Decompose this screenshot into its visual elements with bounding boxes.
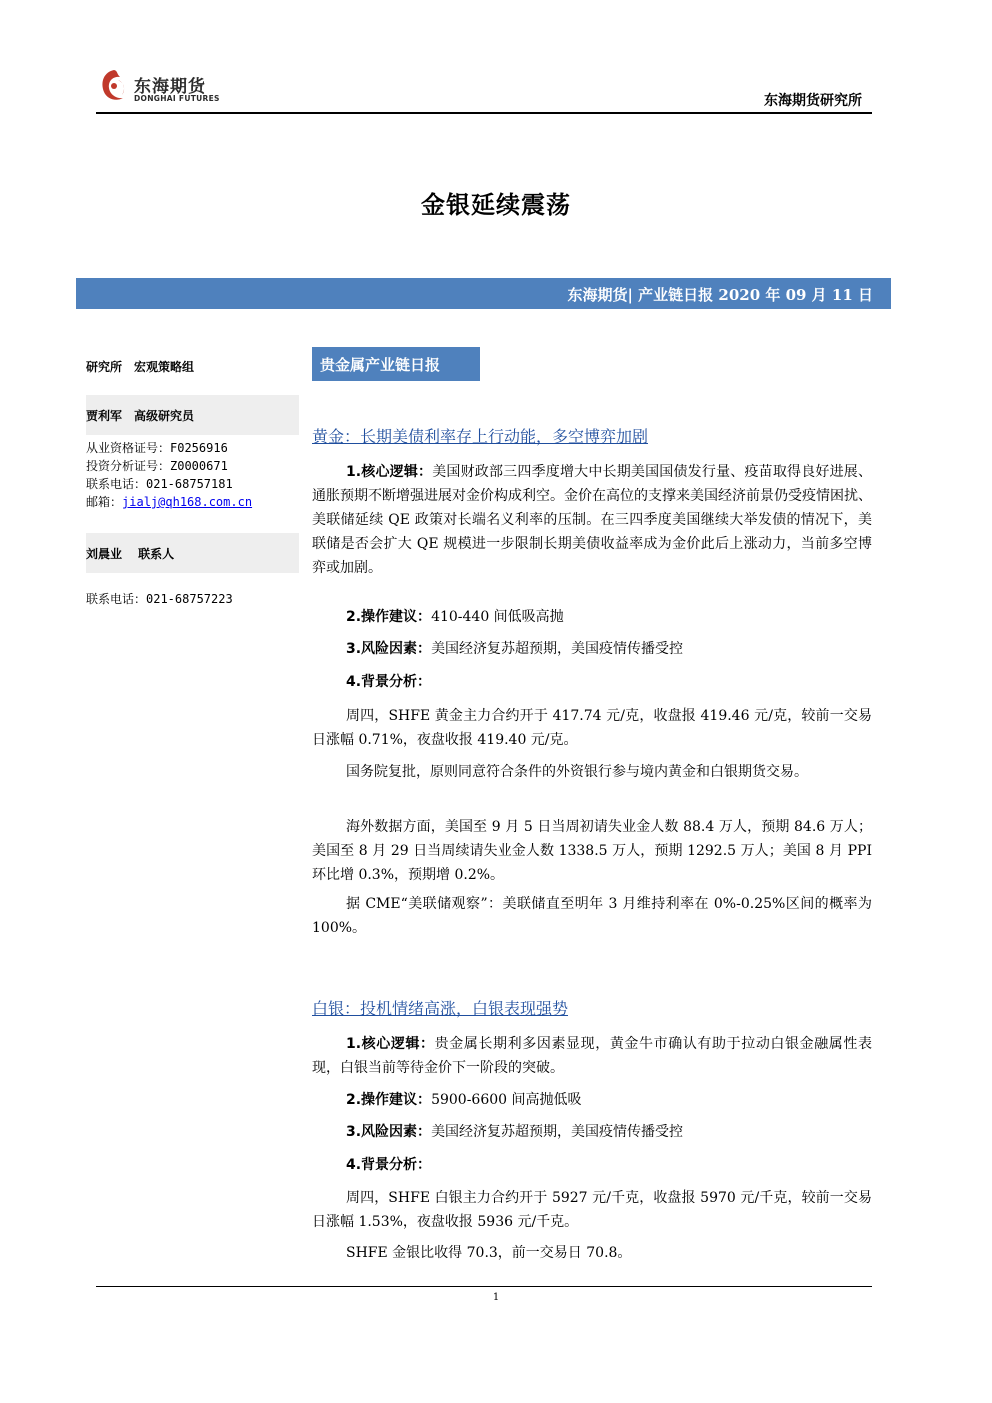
logo-emblem-icon — [96, 66, 132, 106]
silver-background-label: 4.背景分析： — [346, 1157, 432, 1173]
page-title: 金银延续震荡 — [421, 190, 571, 219]
institute-name: 东海期货研究所 — [764, 93, 862, 109]
silver-risk — [312, 1120, 872, 1144]
company-logo — [96, 66, 256, 110]
sidebar-phone1: 联系电话：021-68757181 — [86, 477, 233, 491]
sidebar-phone2: 联系电话：021-68757223 — [86, 592, 233, 606]
silver-advice-label: 2.操作建议： — [346, 1092, 432, 1108]
sidebar-cert2: 投资分析证号：Z0000671 — [86, 459, 228, 473]
silver-risk-text: 美国经济复苏超预期，美国疫情传播受控 — [431, 1124, 684, 1140]
sidebar-dept: 研究所 宏观策略组 — [86, 360, 195, 374]
gold-risk-label: 3.风险因素： — [346, 641, 432, 657]
gold-core-logic — [312, 460, 872, 580]
page-number: 1 — [492, 1292, 500, 1303]
analyst-name-title: 贾利军 高级研究员 — [86, 409, 195, 423]
silver-background-label-row — [312, 1153, 872, 1177]
gold-advice — [312, 605, 872, 629]
gold-risk-text: 美国经济复苏超预期，美国疫情传播受控 — [431, 641, 684, 657]
page-header — [96, 62, 872, 114]
banner-text: 东海期货| 产业链日报 2020 年 09 月 11 日 — [567, 286, 873, 304]
sidebar-email-row — [86, 493, 252, 510]
silver-advice — [312, 1088, 872, 1112]
section-tag: 贵金属产业链日报 — [312, 347, 480, 381]
sidebar-analyst — [86, 395, 299, 435]
silver-core-logic — [312, 1032, 872, 1080]
contact-name-title: 刘晨业 联系人 — [86, 547, 175, 561]
logo-chinese-name: 东海期货 — [134, 77, 206, 97]
sidebar-contact — [86, 533, 299, 573]
report-banner — [76, 278, 891, 309]
gold-background-2: 国务院复批，原则同意符合条件的外资银行参与境内黄金和白银期货交易。 — [346, 764, 808, 780]
gold-advice-text: 410-440 间低吸高抛 — [431, 609, 564, 625]
silver-heading: 白银：投机情绪高涨，白银表现强势 — [312, 999, 569, 1018]
gold-background-3: 海外数据方面，美国至 9 月 5 日当周初请失业金人数 88.4 万人，预期 84.6 万人；美国至 8 月 29 日当周续请失业金人数 1338.5 万人，预期 1292.5 万人；美国 8 月 PPI 环比增 0.3%，预期增 0.2%。 — [312, 819, 872, 883]
silver-advice-text: 5900-6600 间高抛低吸 — [431, 1092, 582, 1108]
logo-english-name: DONGHAI FUTURES — [134, 94, 220, 103]
gold-advice-label: 2.操作建议： — [346, 609, 432, 625]
gold-heading: 黄金：长期美债利率存上行动能，多空博弈加剧 — [312, 427, 649, 446]
gold-background-label: 4.背景分析： — [346, 674, 432, 690]
silver-background-1: 周四，SHFE 白银主力合约开于 5927 元/千克，收盘报 5970 元/千克，较前一交易日涨幅 1.53%，夜盘收报 5936 元/千克。 — [312, 1190, 872, 1230]
email-label: 邮箱： — [86, 495, 123, 509]
silver-risk-label: 3.风险因素： — [346, 1124, 432, 1140]
silver-core-logic-text: 贵金属长期利多因素显现，黄金牛市确认有助于拉动白银金融属性表现，白银当前等待金价下一阶段的突破。 — [312, 1036, 873, 1076]
silver-background-2: SHFE 金银比收得 70.3，前一交易日 70.8。 — [346, 1245, 632, 1261]
gold-background-1: 周四，SHFE 黄金主力合约开于 417.74 元/克，收盘报 419.46 元/克，较前一交易日涨幅 0.71%，夜盘收报 419.40 元/克。 — [312, 708, 872, 748]
gold-background-4: 据 CME“美联储观察”：美联储直至明年 3 月维持利率在 0%-0.25%区间的概率为 100%。 — [312, 896, 872, 936]
footer-divider — [96, 1286, 872, 1287]
email-link[interactable]: jialj@qh168.com.cn — [122, 495, 253, 509]
gold-background-label-row — [312, 670, 872, 694]
silver-core-logic-label: 1.核心逻辑： — [346, 1036, 435, 1052]
sidebar-cert1: 从业资格证号：F0256916 — [86, 441, 228, 455]
gold-core-logic-label: 1.核心逻辑： — [346, 464, 433, 480]
gold-core-logic-text: 美国财政部三四季度增大中长期美国国债发行量、疫苗取得良好进展、通胀预期不断增强进展对金价构成利空。金价在高位的支撑来美国经济前景仍受疫情困扰、美联储延续 QE 政策对长端名义利率的压制。在三四季度美国继续大举发债的情况下，美联储是否会扩大 QE 规模进一步限制长期美债收益率成为金价此后上涨动力，当前多空博弈或加剧。 — [312, 464, 872, 576]
gold-risk — [312, 637, 872, 661]
